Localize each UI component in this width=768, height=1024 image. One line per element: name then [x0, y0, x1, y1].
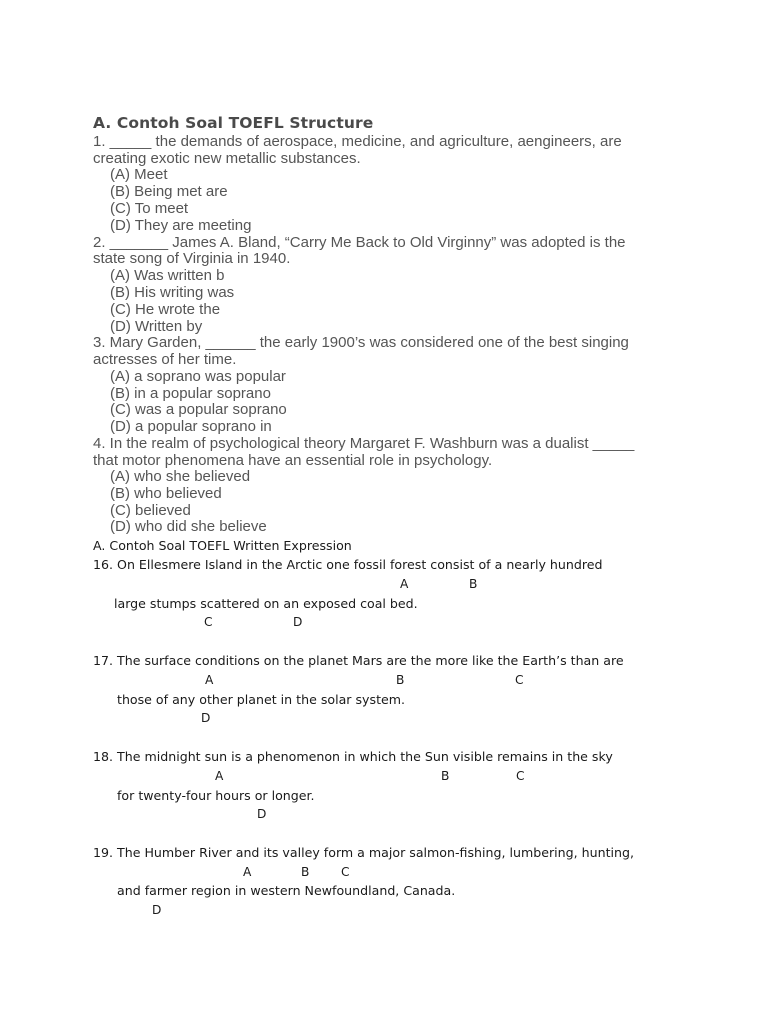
question-16-marker-a: A — [400, 577, 409, 591]
question-4-option-a: (A) who she believed — [110, 468, 251, 485]
question-19-marker-c: C — [341, 865, 350, 879]
question-1-option-b: (B) Being met are — [110, 183, 228, 200]
question-19-marker-a: A — [243, 865, 252, 879]
question-19-marker-b: B — [301, 865, 310, 879]
question-18-marker-d: D — [257, 807, 267, 821]
question-2-stem-line2: state song of Virginia in 1940. — [93, 250, 291, 267]
question-17-marker-d: D — [201, 711, 211, 725]
question-1-option-a: (A) Meet — [110, 166, 168, 183]
question-16-marker-b: B — [469, 577, 478, 591]
question-3-stem-line2: actresses of her time. — [93, 351, 237, 368]
question-18-marker-c: C — [516, 769, 525, 783]
question-1-option-d: (D) They are meeting — [110, 217, 252, 234]
question-4-option-d: (D) who did she believe — [110, 518, 267, 535]
question-4-option-c: (C) believed — [110, 502, 191, 519]
question-19-line2: and farmer region in western Newfoundland, Canada. — [117, 883, 456, 898]
question-2-option-a: (A) Was written b — [110, 267, 225, 284]
question-2-option-c: (C) He wrote the — [110, 301, 221, 318]
question-18-line2: for twenty-four hours or longer. — [117, 788, 315, 803]
section-title-structure: A. Contoh Soal TOEFL Structure — [93, 114, 374, 132]
question-3-option-d: (D) a popular soprano in — [110, 418, 272, 435]
question-18-marker-a: A — [215, 769, 224, 783]
question-16-marker-c: C — [204, 615, 213, 629]
question-16-line2: large stumps scattered on an exposed coal bed. — [114, 596, 418, 611]
question-16-line1: 16. On Ellesmere Island in the Arctic one fossil forest consist of a nearly hundred — [93, 557, 603, 572]
question-19-line1: 19. The Humber River and its valley form a major salmon-fishing, lumbering, hunting, — [93, 845, 635, 860]
question-3-option-c: (C) was a popular soprano — [110, 401, 287, 418]
question-4-stem-line1: 4. In the realm of psychological theory Margaret F. Washburn was a dualist _____ — [93, 435, 635, 452]
question-17-line2: those of any other planet in the solar system. — [117, 692, 406, 707]
question-17-marker-c: C — [515, 673, 524, 687]
question-18-line1: 18. The midnight sun is a phenomenon in which the Sun visible remains in the sky — [93, 749, 613, 764]
question-3-option-b: (B) in a popular soprano — [110, 385, 271, 402]
question-2-stem-line1: 2. _______ James A. Bland, “Carry Me Back to Old Virginny” was adopted is the — [93, 234, 626, 251]
question-19-marker-d: D — [152, 903, 162, 917]
question-17-line1: 17. The surface conditions on the planet Mars are the more like the Earth’s than are — [93, 653, 624, 668]
question-2-option-d: (D) Written by — [110, 318, 203, 335]
question-3-option-a: (A) a soprano was popular — [110, 368, 286, 385]
question-16-marker-d: D — [293, 615, 303, 629]
question-3-stem-line1: 3. Mary Garden, ______ the early 1900’s was considered one of the best singing — [93, 334, 629, 351]
question-1-stem-line2: creating exotic new metallic substances. — [93, 150, 361, 167]
question-4-option-b: (B) who believed — [110, 485, 222, 502]
question-17-marker-b: B — [396, 673, 405, 687]
question-17-marker-a: A — [205, 673, 214, 687]
question-18-marker-b: B — [441, 769, 450, 783]
question-1-stem-line1: 1. _____ the demands of aerospace, medicine, and agriculture, aengineers, are — [93, 133, 622, 150]
section-title-written-expression: A. Contoh Soal TOEFL Written Expression — [93, 538, 352, 553]
question-4-stem-line2: that motor phenomena have an essential role in psychology. — [93, 452, 493, 469]
question-2-option-b: (B) His writing was — [110, 284, 235, 301]
question-1-option-c: (C) To meet — [110, 200, 189, 217]
